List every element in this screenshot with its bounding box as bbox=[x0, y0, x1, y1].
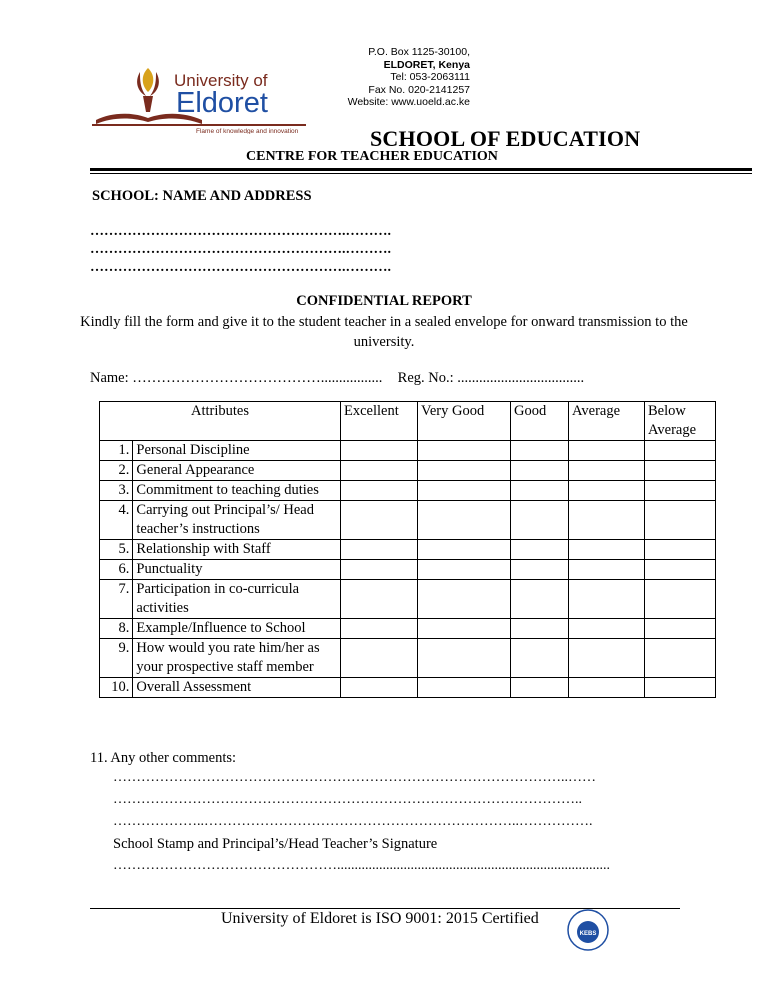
footer-text: University of Eldoret is ISO 9001: 2015 Certified bbox=[221, 910, 539, 927]
comments-label: 11. Any other comments: bbox=[90, 750, 237, 766]
rating-cell-excellent[interactable] bbox=[341, 560, 418, 580]
rating-cell-average[interactable] bbox=[569, 560, 645, 580]
rating-cell-below-average[interactable] bbox=[645, 639, 716, 678]
rating-cell-excellent[interactable] bbox=[341, 580, 418, 619]
school-title: SCHOOL OF EDUCATION bbox=[370, 126, 641, 151]
row-number: 5. bbox=[100, 540, 133, 560]
attributes-table bbox=[99, 401, 716, 698]
header-attributes: Attributes bbox=[100, 402, 341, 441]
rating-cell-average[interactable] bbox=[569, 678, 645, 698]
table-row bbox=[100, 639, 716, 678]
row-number: 6. bbox=[100, 560, 133, 580]
rating-cell-below-average[interactable] bbox=[645, 461, 716, 481]
row-attribute-label: General Appearance bbox=[133, 461, 341, 481]
rating-cell-average[interactable] bbox=[569, 619, 645, 639]
logo-tagline-text: Flame of knowledge and innovation bbox=[196, 128, 299, 134]
stamp-label: School Stamp and Principal’s/Head Teacher’s Signature bbox=[113, 836, 438, 852]
row-attribute-label: Punctuality bbox=[133, 560, 341, 580]
table-row bbox=[100, 540, 716, 560]
table-row bbox=[100, 501, 716, 540]
rating-cell-below-average[interactable] bbox=[645, 560, 716, 580]
header-below-average: Below Average bbox=[645, 402, 716, 441]
row-attribute-label: Commitment to teaching duties bbox=[133, 481, 341, 501]
rating-cell-excellent[interactable] bbox=[341, 461, 418, 481]
university-logo bbox=[92, 62, 307, 134]
reg-no-field[interactable]: Reg. No.: ................................... bbox=[397, 370, 585, 386]
row-attribute-label: Carrying out Principal’s/ Head teacher’s instructions bbox=[133, 501, 341, 540]
row-attribute-label: Example/Influence to School bbox=[133, 619, 341, 639]
logo-top-text: University of bbox=[174, 71, 268, 90]
rating-cell-very-good[interactable] bbox=[418, 560, 511, 580]
rating-cell-good[interactable] bbox=[511, 619, 569, 639]
table-row bbox=[100, 678, 716, 698]
rating-cell-below-average[interactable] bbox=[645, 501, 716, 540]
rating-cell-below-average[interactable] bbox=[645, 481, 716, 501]
rating-cell-excellent[interactable] bbox=[341, 619, 418, 639]
rating-cell-average[interactable] bbox=[569, 580, 645, 619]
rating-cell-excellent[interactable] bbox=[341, 678, 418, 698]
row-number: 3. bbox=[100, 481, 133, 501]
row-attribute-label: Participation in co-curricula activities bbox=[133, 580, 341, 619]
rating-cell-very-good[interactable] bbox=[418, 540, 511, 560]
row-attribute-label: How would you rate him/her as your prospective staff member bbox=[133, 639, 341, 678]
rating-cell-average[interactable] bbox=[569, 501, 645, 540]
row-attribute-label: Relationship with Staff bbox=[133, 540, 341, 560]
rating-cell-below-average[interactable] bbox=[645, 678, 716, 698]
rating-cell-very-good[interactable] bbox=[418, 678, 511, 698]
badge-text: KEBS bbox=[579, 931, 597, 937]
torch-icon bbox=[137, 68, 159, 112]
row-number: 4. bbox=[100, 501, 133, 540]
row-number: 1. bbox=[100, 441, 133, 461]
rating-cell-very-good[interactable] bbox=[418, 639, 511, 678]
rating-cell-good[interactable] bbox=[511, 678, 569, 698]
table-body bbox=[100, 441, 716, 698]
name-field[interactable]: Name: …………………………………................. bbox=[90, 370, 383, 386]
rating-cell-below-average[interactable] bbox=[645, 441, 716, 461]
table-row bbox=[100, 441, 716, 461]
rating-cell-average[interactable] bbox=[569, 461, 645, 481]
row-number: 10. bbox=[100, 678, 133, 698]
rating-cell-average[interactable] bbox=[569, 481, 645, 501]
address-line-1: ……………………………………………….………. bbox=[90, 224, 391, 239]
rating-cell-very-good[interactable] bbox=[418, 501, 511, 540]
rating-cell-very-good[interactable] bbox=[418, 441, 511, 461]
row-number: 2. bbox=[100, 461, 133, 481]
rating-cell-excellent[interactable] bbox=[341, 540, 418, 560]
iso-certification-badge-icon bbox=[566, 908, 610, 952]
header-excellent: Excellent bbox=[341, 402, 418, 441]
logo-name-text: Eldoret bbox=[176, 87, 268, 119]
stamp-line[interactable]: ………………………………………….............................................................................. bbox=[113, 858, 610, 873]
report-instructions: Kindly fill the form and give it to the student teacher in a sealed envelope for onward transmission to the university. bbox=[80, 314, 688, 350]
name-reg-row bbox=[90, 370, 584, 387]
contact-website: Website: www.uoeld.ac.ke bbox=[347, 96, 470, 108]
address-label: SCHOOL: NAME AND ADDRESS bbox=[92, 188, 312, 204]
row-number: 7. bbox=[100, 580, 133, 619]
rating-cell-good[interactable] bbox=[511, 540, 569, 560]
row-attribute-label: Personal Discipline bbox=[133, 441, 341, 461]
row-number: 9. bbox=[100, 639, 133, 678]
rating-cell-excellent[interactable] bbox=[341, 481, 418, 501]
header-rule-thin bbox=[90, 173, 752, 174]
report-title: CONFIDENTIAL REPORT bbox=[296, 293, 472, 309]
rating-cell-average[interactable] bbox=[569, 441, 645, 461]
table-row bbox=[100, 580, 716, 619]
rating-cell-very-good[interactable] bbox=[418, 481, 511, 501]
rating-cell-excellent[interactable] bbox=[341, 639, 418, 678]
address-line-3: ……………………………………………….………. bbox=[90, 260, 391, 275]
rating-cell-good[interactable] bbox=[511, 441, 569, 461]
rating-cell-good[interactable] bbox=[511, 501, 569, 540]
rating-cell-excellent[interactable] bbox=[341, 441, 418, 461]
header-very-good: Very Good bbox=[418, 402, 511, 441]
rating-cell-good[interactable] bbox=[511, 580, 569, 619]
table-row bbox=[100, 560, 716, 580]
rating-cell-good[interactable] bbox=[511, 639, 569, 678]
contact-city: ELDORET, Kenya bbox=[383, 58, 470, 71]
table-header-row bbox=[100, 402, 716, 441]
table-row bbox=[100, 481, 716, 501]
comments-line-2[interactable]: ……………………………………………………………………………………….. bbox=[113, 792, 582, 807]
contact-tel: Tel: 053-2063111 bbox=[390, 71, 470, 83]
rating-cell-average[interactable] bbox=[569, 540, 645, 560]
address-line-2: ……………………………………………….………. bbox=[90, 242, 391, 257]
rating-cell-good[interactable] bbox=[511, 560, 569, 580]
rating-cell-very-good[interactable] bbox=[418, 461, 511, 481]
contact-po-box: P.O. Box 1125-30100, bbox=[368, 46, 470, 58]
contact-block bbox=[300, 46, 470, 109]
rating-cell-average[interactable] bbox=[569, 639, 645, 678]
centre-title: CENTRE FOR TEACHER EDUCATION bbox=[246, 149, 498, 164]
header-average: Average bbox=[569, 402, 645, 441]
row-attribute-label: Overall Assessment bbox=[133, 678, 341, 698]
table-row bbox=[100, 619, 716, 639]
comments-line-3[interactable]: ………………..…………………………………………………………..……………. bbox=[113, 814, 593, 829]
rating-cell-very-good[interactable] bbox=[418, 619, 511, 639]
rating-cell-very-good[interactable] bbox=[418, 580, 511, 619]
rating-cell-below-average[interactable] bbox=[645, 619, 716, 639]
table-row bbox=[100, 461, 716, 481]
header-rule-thick bbox=[90, 168, 752, 171]
rating-cell-below-average[interactable] bbox=[645, 580, 716, 619]
row-number: 8. bbox=[100, 619, 133, 639]
contact-fax: Fax No. 020-2141257 bbox=[368, 83, 470, 96]
header-good: Good bbox=[511, 402, 569, 441]
rating-cell-excellent[interactable] bbox=[341, 501, 418, 540]
rating-cell-good[interactable] bbox=[511, 481, 569, 501]
comments-line-1[interactable]: ……………………………………………………………………………………..…… bbox=[113, 770, 596, 785]
rating-cell-below-average[interactable] bbox=[645, 540, 716, 560]
rating-cell-good[interactable] bbox=[511, 461, 569, 481]
